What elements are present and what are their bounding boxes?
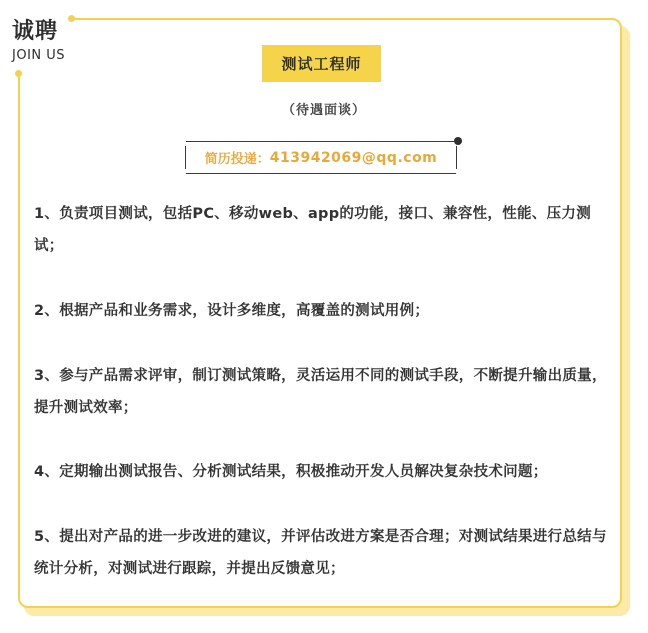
duty-item: 2、根据产品和业务需求，设计多维度，高覆盖的测试用例； <box>34 303 430 319</box>
job-title-badge: 测试工程师 <box>262 45 381 82</box>
duty-item: 1、负责项目测试，包括PC、移动web、app的功能，接口、兼容性，性能、压力测试； <box>34 206 592 254</box>
duty-item: 5、提出对产品的进一步改进的建议，并评估改进方案是否合理；对测试结果进行总结与统计分析，对测试进行跟踪，并提出反馈意见； <box>34 529 607 577</box>
duty-item: 3、参与产品需求评审，制订测试策略，灵活运用不同的测试手段，不断提升输出质量，提升测试效率； <box>34 368 607 416</box>
page-subtitle: JOIN US <box>12 48 66 63</box>
contact-box <box>186 141 456 174</box>
contact-email[interactable]: 413942069@qq.com <box>269 149 438 166</box>
salary-note: （待遇面谈） <box>281 103 366 118</box>
page-title: 诚聘 <box>12 19 59 44</box>
duty-item: 4、定期输出测试报告、分析测试结果，积极推动开发人员解决复杂技术问题； <box>34 464 548 480</box>
frame-dot-top <box>68 15 75 22</box>
frame-dot-left <box>15 70 22 77</box>
contact-label: 简历投递： <box>204 152 270 167</box>
